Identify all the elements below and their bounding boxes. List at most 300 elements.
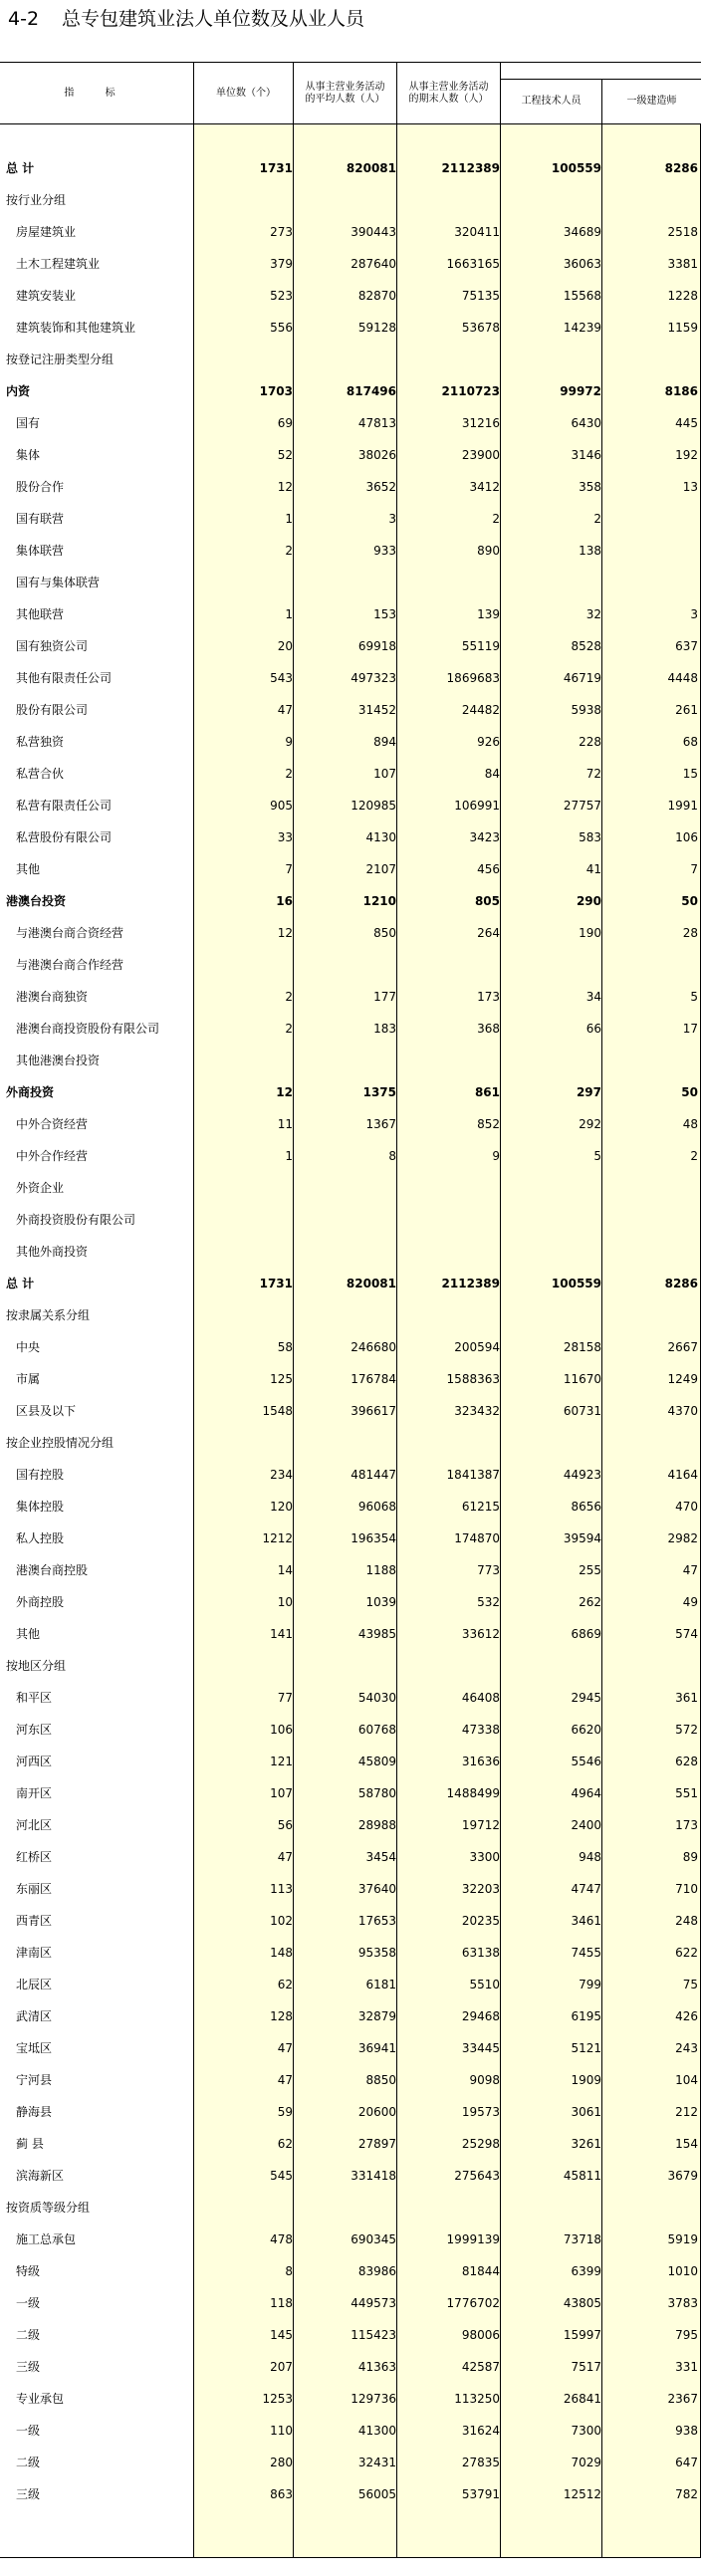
table-row bbox=[0, 1554, 701, 1586]
end-workers-cell bbox=[396, 1204, 500, 1236]
table-row bbox=[0, 1299, 701, 1331]
row-label: 外商投资股份有限公司 bbox=[16, 1213, 136, 1227]
table-row bbox=[0, 630, 701, 662]
engineers-cell: 44923 bbox=[563, 1468, 601, 1482]
units-cell: 1212 bbox=[262, 1531, 293, 1545]
table-row bbox=[0, 758, 701, 790]
avg-workers-cell bbox=[293, 1650, 396, 1682]
table-row bbox=[0, 1809, 701, 1841]
table-row bbox=[0, 1363, 701, 1395]
table-row bbox=[0, 1427, 701, 1459]
avg-workers-cell: 390443 bbox=[350, 225, 396, 239]
builders-cell: 710 bbox=[675, 1882, 698, 1896]
builders-cell: 2518 bbox=[667, 225, 698, 239]
avg-workers-cell: 17653 bbox=[357, 1914, 396, 1928]
row-label: 按隶属关系分组 bbox=[6, 1308, 91, 1322]
table-row bbox=[0, 1746, 701, 1777]
avg-workers-cell: 894 bbox=[373, 735, 396, 749]
avg-workers-cell: 28988 bbox=[357, 1818, 396, 1832]
units-cell bbox=[193, 1427, 293, 1459]
engineers-cell: 36063 bbox=[563, 257, 601, 271]
units-cell: 77 bbox=[277, 1691, 293, 1705]
units-cell bbox=[193, 184, 293, 216]
end-workers-cell bbox=[396, 1236, 500, 1268]
builders-cell: 647 bbox=[675, 2456, 698, 2469]
data-table bbox=[0, 62, 701, 2558]
engineers-cell: 358 bbox=[579, 480, 601, 494]
engineers-cell: 5546 bbox=[571, 1755, 601, 1768]
avg-workers-cell: 1375 bbox=[362, 1085, 396, 1099]
table-row bbox=[0, 949, 701, 981]
row-label: 私营独资 bbox=[16, 735, 65, 749]
units-cell: 47 bbox=[277, 703, 293, 717]
end-workers-cell: 1999139 bbox=[446, 2232, 500, 2246]
units-cell: 16 bbox=[276, 894, 293, 908]
table-row bbox=[0, 248, 701, 280]
engineers-cell bbox=[500, 2192, 601, 2224]
units-cell: 207 bbox=[270, 2360, 293, 2374]
row-label: 股份合作 bbox=[16, 480, 65, 494]
end-workers-cell bbox=[396, 344, 500, 375]
table-row bbox=[0, 2096, 701, 2128]
engineers-cell bbox=[500, 1204, 601, 1236]
builders-cell: 104 bbox=[675, 2073, 698, 2087]
row-label: 滨海新区 bbox=[16, 2169, 65, 2183]
units-cell: 102 bbox=[270, 1914, 293, 1928]
engineers-cell: 292 bbox=[579, 1117, 601, 1131]
units-cell: 1 bbox=[285, 512, 293, 526]
engineers-cell: 14239 bbox=[563, 321, 601, 335]
units-cell: 33 bbox=[277, 830, 293, 844]
table-row bbox=[0, 821, 701, 853]
engineers-cell bbox=[500, 184, 601, 216]
units-cell: 478 bbox=[270, 2232, 293, 2246]
engineers-cell: 6620 bbox=[571, 1723, 601, 1737]
end-workers-cell: 106991 bbox=[454, 799, 500, 813]
builders-cell: 1010 bbox=[667, 2264, 698, 2278]
end-workers-cell: 19573 bbox=[461, 2105, 500, 2119]
avg-workers-cell: 6181 bbox=[365, 1978, 396, 1991]
row-label: 按资质等级分组 bbox=[6, 2201, 91, 2215]
avg-workers-cell: 481447 bbox=[350, 1468, 396, 1482]
builders-cell bbox=[601, 1236, 698, 1268]
avg-workers-cell bbox=[293, 1299, 396, 1331]
avg-workers-cell: 60768 bbox=[357, 1723, 396, 1737]
end-workers-cell: 861 bbox=[474, 1085, 500, 1099]
builders-cell: 445 bbox=[675, 416, 698, 430]
row-label: 南开区 bbox=[16, 1786, 53, 1800]
end-workers-cell: 20235 bbox=[461, 1914, 500, 1928]
builders-cell: 4370 bbox=[667, 1404, 698, 1418]
table-row bbox=[0, 216, 701, 248]
avg-workers-cell bbox=[293, 1045, 396, 1076]
builders-cell: 192 bbox=[675, 448, 698, 462]
units-cell: 9 bbox=[285, 735, 293, 749]
avg-workers-cell: 1188 bbox=[365, 1563, 396, 1577]
builders-cell bbox=[601, 1427, 698, 1459]
avg-workers-cell bbox=[293, 949, 396, 981]
table-row bbox=[0, 2160, 701, 2192]
end-workers-cell: 23900 bbox=[461, 448, 500, 462]
end-workers-cell: 320411 bbox=[454, 225, 500, 239]
table-row bbox=[0, 567, 701, 598]
table-row bbox=[0, 981, 701, 1013]
units-cell: 47 bbox=[277, 2073, 293, 2087]
units-cell: 1731 bbox=[259, 161, 293, 175]
end-workers-cell: 890 bbox=[477, 544, 500, 558]
table-row bbox=[0, 662, 701, 694]
avg-workers-cell: 497323 bbox=[350, 671, 396, 685]
end-workers-cell: 275643 bbox=[454, 2169, 500, 2183]
row-label: 私营股份有限公司 bbox=[16, 830, 113, 844]
end-workers-cell: 1869683 bbox=[446, 671, 500, 685]
row-label: 静海县 bbox=[16, 2105, 53, 2119]
table-row bbox=[0, 471, 701, 503]
end-workers-cell: 805 bbox=[474, 894, 500, 908]
builders-cell: 28 bbox=[682, 926, 698, 940]
end-workers-cell: 2 bbox=[492, 512, 500, 526]
table-header bbox=[0, 63, 701, 124]
builders-cell: 15 bbox=[682, 767, 698, 781]
row-label: 集体联营 bbox=[16, 544, 65, 558]
row-label: 河西区 bbox=[16, 1755, 53, 1768]
end-workers-cell: 9098 bbox=[469, 2073, 500, 2087]
table-row bbox=[0, 790, 701, 821]
avg-workers-cell: 176784 bbox=[350, 1372, 396, 1386]
builders-cell bbox=[601, 1204, 698, 1236]
end-workers-cell: 2110723 bbox=[441, 384, 500, 398]
table-row bbox=[0, 2383, 701, 2415]
units-cell: 47 bbox=[277, 1850, 293, 1864]
engineers-cell: 27757 bbox=[563, 799, 601, 813]
table-row bbox=[0, 375, 701, 407]
row-label: 港澳台商独资 bbox=[16, 990, 89, 1004]
builders-cell bbox=[601, 2192, 698, 2224]
engineers-cell: 99972 bbox=[560, 384, 601, 398]
table-row bbox=[0, 535, 701, 567]
builders-cell: 361 bbox=[675, 1691, 698, 1705]
row-label: 私人控股 bbox=[16, 1531, 65, 1545]
avg-workers-cell: 47813 bbox=[357, 416, 396, 430]
units-cell: 20 bbox=[277, 639, 293, 653]
builders-cell bbox=[601, 1650, 698, 1682]
avg-workers-cell: 933 bbox=[373, 544, 396, 558]
avg-workers-cell: 153 bbox=[373, 607, 396, 621]
units-cell: 62 bbox=[277, 2137, 293, 2151]
avg-workers-cell: 31452 bbox=[357, 703, 396, 717]
row-label: 北辰区 bbox=[16, 1978, 53, 1991]
end-workers-cell: 53678 bbox=[461, 321, 500, 335]
end-workers-cell: 3412 bbox=[469, 480, 500, 494]
header-spacer bbox=[500, 63, 701, 79]
avg-workers-cell: 120985 bbox=[350, 799, 396, 813]
row-label: 外资企业 bbox=[16, 1181, 65, 1195]
row-label: 建筑安装业 bbox=[16, 289, 77, 303]
row-label: 国有 bbox=[16, 416, 41, 430]
builders-cell bbox=[601, 1045, 698, 1076]
builders-cell: 3783 bbox=[667, 2296, 698, 2310]
avg-workers-cell: 287640 bbox=[350, 257, 396, 271]
row-label: 国有独资公司 bbox=[16, 639, 89, 653]
units-cell bbox=[193, 344, 293, 375]
avg-workers-cell: 331418 bbox=[350, 2169, 396, 2183]
units-cell: 12 bbox=[277, 926, 293, 940]
units-cell bbox=[193, 567, 293, 598]
engineers-cell: 46719 bbox=[563, 671, 601, 685]
row-label: 河东区 bbox=[16, 1723, 53, 1737]
avg-workers-cell: 177 bbox=[373, 990, 396, 1004]
avg-workers-cell: 59128 bbox=[357, 321, 396, 335]
end-workers-cell: 55119 bbox=[461, 639, 500, 653]
units-cell: 863 bbox=[270, 2487, 293, 2501]
units-cell: 523 bbox=[270, 289, 293, 303]
engineers-cell: 8528 bbox=[571, 639, 601, 653]
avg-workers-cell bbox=[293, 184, 396, 216]
units-cell bbox=[193, 1172, 293, 1204]
end-workers-cell: 2112389 bbox=[441, 1277, 500, 1290]
builders-cell: 2367 bbox=[667, 2392, 698, 2406]
avg-workers-cell: 1039 bbox=[365, 1595, 396, 1609]
engineers-cell: 26841 bbox=[563, 2392, 601, 2406]
engineers-cell: 2400 bbox=[571, 1818, 601, 1832]
units-cell: 543 bbox=[270, 671, 293, 685]
row-label: 其他 bbox=[16, 1627, 41, 1641]
row-label: 按地区分组 bbox=[6, 1659, 67, 1673]
builders-cell bbox=[601, 344, 698, 375]
units-cell: 141 bbox=[270, 1627, 293, 1641]
table-row bbox=[0, 1076, 701, 1108]
table-row bbox=[0, 2447, 701, 2478]
avg-workers-cell: 20600 bbox=[357, 2105, 396, 2119]
engineers-cell: 39594 bbox=[563, 1531, 601, 1545]
units-cell: 2 bbox=[285, 767, 293, 781]
builders-cell bbox=[601, 184, 698, 216]
table-row bbox=[0, 439, 701, 471]
builders-cell: 1228 bbox=[667, 289, 698, 303]
header-units: 单位数（个） bbox=[193, 63, 293, 123]
table-row bbox=[0, 280, 701, 312]
avg-workers-cell: 3 bbox=[388, 512, 396, 526]
builders-cell: 243 bbox=[675, 2041, 698, 2055]
row-label: 房屋建筑业 bbox=[16, 225, 77, 239]
table-row bbox=[0, 1618, 701, 1650]
engineers-cell: 15997 bbox=[563, 2328, 601, 2342]
table-row bbox=[0, 1714, 701, 1746]
table-row bbox=[0, 885, 701, 917]
builders-cell: 5 bbox=[690, 990, 698, 1004]
avg-workers-cell: 2107 bbox=[365, 862, 396, 876]
engineers-cell: 799 bbox=[579, 1978, 601, 1991]
engineers-cell: 6430 bbox=[571, 416, 601, 430]
builders-cell: 470 bbox=[675, 1500, 698, 1514]
end-workers-cell: 5510 bbox=[469, 1978, 500, 1991]
avg-workers-cell: 3454 bbox=[365, 1850, 396, 1864]
end-workers-cell: 174870 bbox=[454, 1531, 500, 1545]
units-cell: 107 bbox=[270, 1786, 293, 1800]
table-row bbox=[0, 407, 701, 439]
builders-cell: 50 bbox=[681, 894, 698, 908]
engineers-cell: 73718 bbox=[563, 2232, 601, 2246]
end-workers-cell: 532 bbox=[477, 1595, 500, 1609]
units-cell: 52 bbox=[277, 448, 293, 462]
end-workers-cell bbox=[396, 1045, 500, 1076]
end-workers-cell: 31216 bbox=[461, 416, 500, 430]
builders-cell: 331 bbox=[675, 2360, 698, 2374]
units-cell: 556 bbox=[270, 321, 293, 335]
table-row bbox=[0, 1841, 701, 1873]
units-cell: 118 bbox=[270, 2296, 293, 2310]
avg-workers-cell bbox=[293, 344, 396, 375]
builders-cell: 212 bbox=[675, 2105, 698, 2119]
engineers-cell: 11670 bbox=[563, 1372, 601, 1386]
units-cell: 113 bbox=[270, 1882, 293, 1896]
row-label: 总 计 bbox=[6, 1277, 35, 1290]
engineers-cell: 4747 bbox=[571, 1882, 601, 1896]
end-workers-cell: 926 bbox=[477, 735, 500, 749]
table-row bbox=[0, 1905, 701, 1937]
engineers-cell: 262 bbox=[579, 1595, 601, 1609]
units-cell: 62 bbox=[277, 1978, 293, 1991]
row-label: 私营有限责任公司 bbox=[16, 799, 113, 813]
builders-cell: 75 bbox=[682, 1978, 698, 1991]
row-label: 中外合资经营 bbox=[16, 1117, 89, 1131]
row-label: 其他 bbox=[16, 862, 41, 876]
end-workers-cell: 31636 bbox=[461, 1755, 500, 1768]
row-label: 区县及以下 bbox=[16, 1404, 77, 1418]
avg-workers-cell: 27897 bbox=[357, 2137, 396, 2151]
row-label: 与港澳台商合作经营 bbox=[16, 958, 124, 972]
engineers-cell: 60731 bbox=[563, 1404, 601, 1418]
builders-cell: 426 bbox=[675, 2009, 698, 2023]
row-label: 港澳台商控股 bbox=[16, 1563, 89, 1577]
row-label: 港澳台商投资股份有限公司 bbox=[16, 1022, 160, 1036]
avg-workers-cell: 36941 bbox=[357, 2041, 396, 2055]
table-row bbox=[0, 2224, 701, 2255]
builders-cell: 1249 bbox=[667, 1372, 698, 1386]
engineers-cell: 948 bbox=[579, 1850, 601, 1864]
units-cell: 1 bbox=[285, 1149, 293, 1163]
engineers-cell: 7517 bbox=[571, 2360, 601, 2374]
header-indicator: 指 标 bbox=[64, 87, 129, 99]
row-label: 红桥区 bbox=[16, 1850, 53, 1864]
units-cell: 7 bbox=[285, 862, 293, 876]
end-workers-cell: 31624 bbox=[461, 2424, 500, 2438]
table-row bbox=[0, 917, 701, 949]
units-cell: 128 bbox=[270, 2009, 293, 2023]
header-engineers: 工程技术人员 bbox=[500, 79, 601, 123]
table-row bbox=[0, 1586, 701, 1618]
units-cell: 12 bbox=[276, 1085, 293, 1099]
avg-workers-cell: 1367 bbox=[365, 1117, 396, 1131]
row-label: 其他联营 bbox=[16, 607, 65, 621]
end-workers-cell: 29468 bbox=[461, 2009, 500, 2023]
units-cell: 12 bbox=[277, 480, 293, 494]
engineers-cell: 290 bbox=[576, 894, 601, 908]
table-row bbox=[0, 1331, 701, 1363]
avg-workers-cell: 129736 bbox=[350, 2392, 396, 2406]
avg-workers-cell bbox=[293, 1204, 396, 1236]
table-row bbox=[0, 1013, 701, 1045]
table-row bbox=[0, 726, 701, 758]
header-avg-workers: 从事主营业务活动的平均人数（人） bbox=[293, 63, 396, 123]
row-label: 武清区 bbox=[16, 2009, 53, 2023]
end-workers-cell: 200594 bbox=[454, 1340, 500, 1354]
builders-cell: 106 bbox=[675, 830, 698, 844]
avg-workers-cell: 41363 bbox=[357, 2360, 396, 2374]
row-label: 特级 bbox=[16, 2264, 41, 2278]
row-label: 与港澳台商合资经营 bbox=[16, 926, 124, 940]
end-workers-cell: 81844 bbox=[461, 2264, 500, 2278]
builders-cell: 154 bbox=[675, 2137, 698, 2151]
end-workers-cell: 173 bbox=[477, 990, 500, 1004]
end-workers-cell: 84 bbox=[484, 767, 500, 781]
row-label: 按企业控股情况分组 bbox=[6, 1436, 115, 1450]
row-label: 内资 bbox=[6, 384, 31, 398]
builders-cell: 3381 bbox=[667, 257, 698, 271]
avg-workers-cell: 54030 bbox=[357, 1691, 396, 1705]
engineers-cell: 12512 bbox=[563, 2487, 601, 2501]
table-row bbox=[0, 2128, 701, 2160]
table-row bbox=[0, 1108, 701, 1140]
avg-workers-cell: 4130 bbox=[365, 830, 396, 844]
end-workers-cell: 32203 bbox=[461, 1882, 500, 1896]
end-workers-cell: 63138 bbox=[461, 1946, 500, 1960]
units-cell: 58 bbox=[277, 1340, 293, 1354]
engineers-cell: 3461 bbox=[571, 1914, 601, 1928]
row-label: 按行业分组 bbox=[6, 193, 67, 207]
engineers-cell: 2945 bbox=[571, 1691, 601, 1705]
row-label: 国有控股 bbox=[16, 1468, 65, 1482]
engineers-cell: 6869 bbox=[571, 1627, 601, 1641]
builders-cell: 572 bbox=[675, 1723, 698, 1737]
table-row bbox=[0, 598, 701, 630]
engineers-cell: 66 bbox=[585, 1022, 601, 1036]
units-cell: 56 bbox=[277, 1818, 293, 1832]
engineers-cell: 138 bbox=[579, 544, 601, 558]
end-workers-cell: 33612 bbox=[461, 1627, 500, 1641]
avg-workers-cell: 183 bbox=[373, 1022, 396, 1036]
end-workers-cell: 852 bbox=[477, 1117, 500, 1131]
avg-workers-cell bbox=[293, 2192, 396, 2224]
end-workers-cell: 98006 bbox=[461, 2328, 500, 2342]
units-cell: 234 bbox=[270, 1468, 293, 1482]
row-label: 和平区 bbox=[16, 1691, 53, 1705]
row-label: 国有联营 bbox=[16, 512, 65, 526]
table-row bbox=[0, 2192, 701, 2224]
engineers-cell bbox=[500, 1236, 601, 1268]
builders-cell: 173 bbox=[675, 1818, 698, 1832]
engineers-cell: 583 bbox=[579, 830, 601, 844]
engineers-cell bbox=[500, 1427, 601, 1459]
engineers-cell: 7455 bbox=[571, 1946, 601, 1960]
end-workers-cell bbox=[396, 184, 500, 216]
avg-workers-cell: 115423 bbox=[350, 2328, 396, 2342]
table-row bbox=[0, 1140, 701, 1172]
avg-workers-cell: 690345 bbox=[350, 2232, 396, 2246]
avg-workers-cell: 41300 bbox=[357, 2424, 396, 2438]
engineers-cell: 190 bbox=[579, 926, 601, 940]
end-workers-cell: 61215 bbox=[461, 1500, 500, 1514]
builders-cell: 3679 bbox=[667, 2169, 698, 2183]
table-row bbox=[0, 694, 701, 726]
units-cell: 121 bbox=[270, 1755, 293, 1768]
table-row bbox=[0, 1873, 701, 1905]
units-cell bbox=[193, 1045, 293, 1076]
table-number: 4-2 bbox=[8, 8, 40, 30]
engineers-cell: 228 bbox=[579, 735, 601, 749]
table-row bbox=[0, 1522, 701, 1554]
engineers-cell: 2 bbox=[593, 512, 601, 526]
